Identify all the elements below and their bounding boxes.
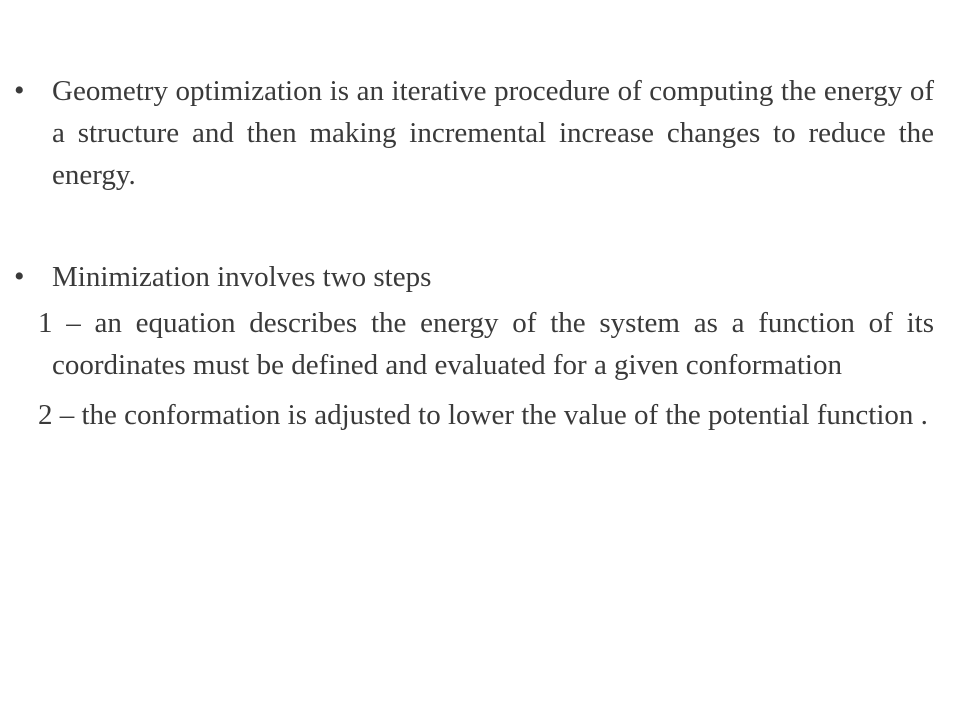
bullet-item-minimization [14, 256, 934, 436]
step-1-text: 1 – an equation describes the energy of the system as a function of its coordinates must be defined and evaluated for a given conformation [38, 307, 934, 381]
bullet-item-geometry-optimization [14, 70, 934, 196]
bullet-text: Geometry optimization is an iterative procedure of computing the energy of a structure and then making incremental increase changes to reduce the energy. [52, 75, 934, 191]
bullet-text: Minimization involves two steps [52, 261, 432, 293]
step-2-text: 2 – the conformation is adjusted to lower the value of the potential function . [38, 399, 928, 431]
bullet-icon: • [14, 74, 25, 107]
bullet-icon: • [14, 260, 25, 293]
